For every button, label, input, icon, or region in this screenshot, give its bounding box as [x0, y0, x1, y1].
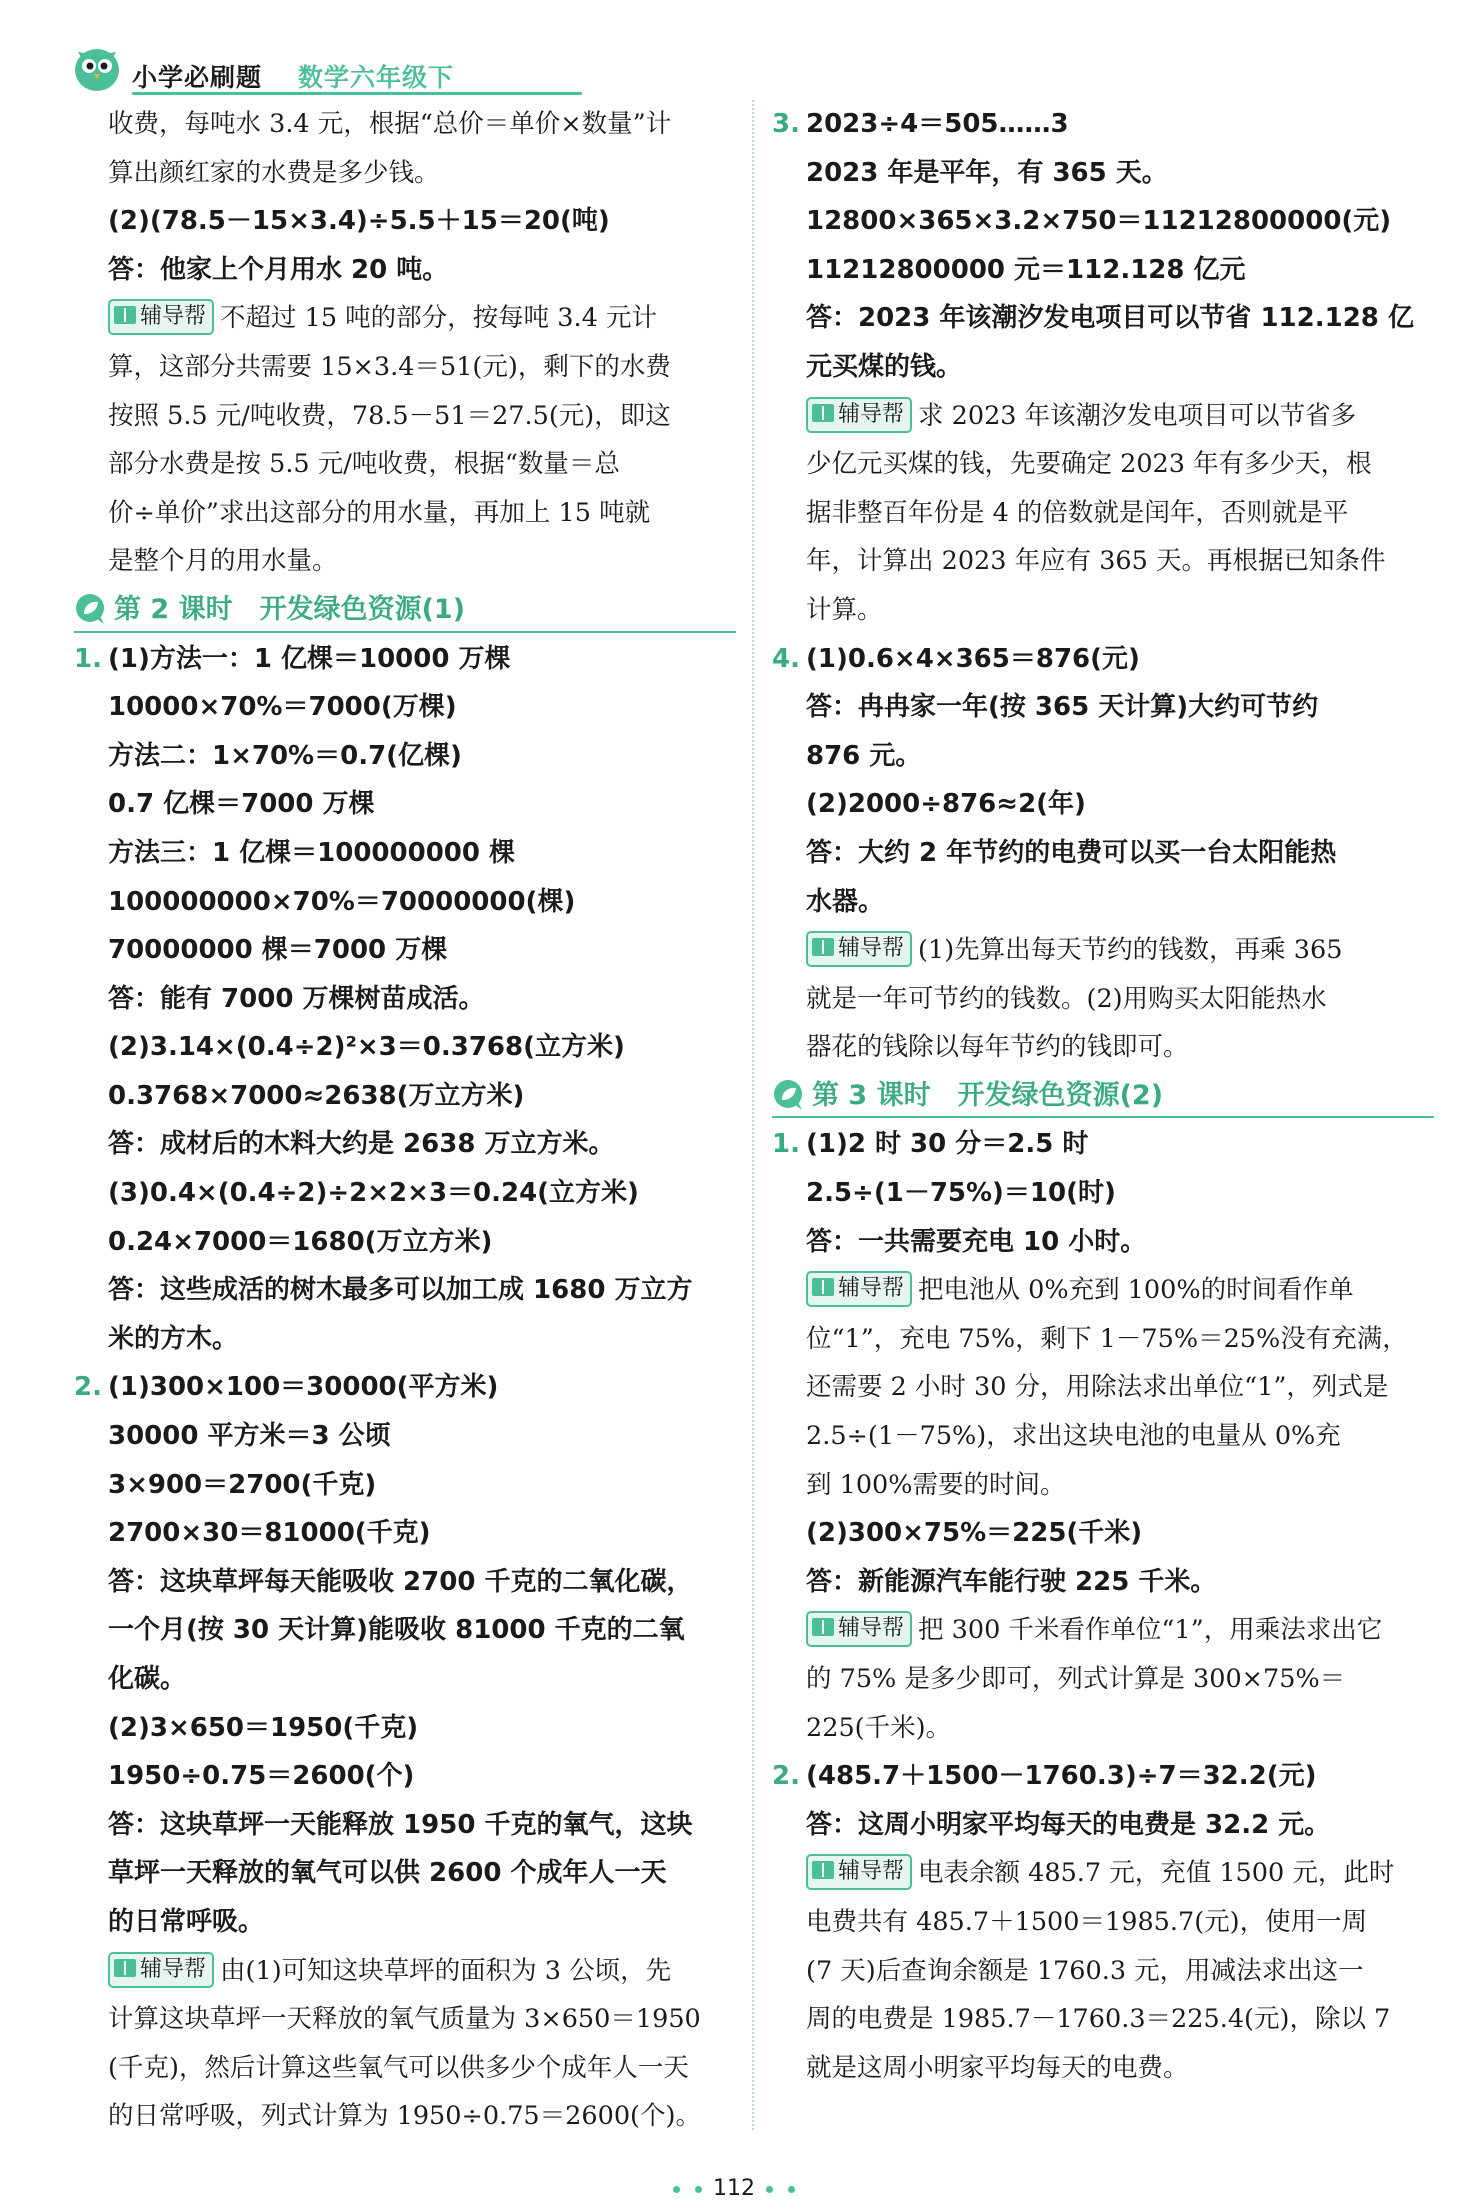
line-text: 化碳。: [108, 1664, 187, 1694]
tutor-help-badge: [806, 1271, 912, 1307]
line-text: 方法二：1×70%＝0.7(亿棵): [108, 740, 462, 771]
line-text: 收费，每吨水 3.4 元，根据“总价＝单价×数量”计: [108, 109, 672, 139]
answer-line: [772, 1169, 1434, 1218]
question-number: 3.: [772, 109, 800, 139]
answer-line: [74, 1023, 736, 1072]
book-icon: [812, 938, 834, 956]
line-text: 据非整百年份是 4 的倍数就是闰年，否则就是平: [806, 497, 1349, 528]
answer-line: [772, 780, 1434, 829]
line-text: 的日常呼吸。: [108, 1906, 265, 1937]
answer-line: [74, 975, 736, 1024]
line-text: 计算这块草坪一天释放的氧气质量为 3×650＝1950: [108, 2004, 701, 2035]
question-line: [772, 1120, 1434, 1169]
tutor-help-label: 辅导帮: [838, 401, 905, 427]
line-text: 把 300 千米看作单位“1”，用乘法求出它: [918, 1615, 1383, 1646]
explanation-line: [772, 1995, 1434, 2044]
tutor-help-label: 辅导帮: [140, 304, 207, 330]
explanation-line: [772, 537, 1434, 586]
answer-line: [74, 1072, 736, 1121]
section-title: 第 2 课时 开发绿色资源(1): [114, 593, 466, 625]
section-title: 第 3 课时 开发绿色资源(2): [812, 1079, 1164, 1111]
answer-line: [74, 683, 736, 732]
explanation-line: [772, 489, 1434, 538]
line-text: 器花的钱除以每年节约的钱即可。: [806, 1032, 1189, 1063]
line-text: 就是一年可节约的钱数。(2)用购买太阳能热水: [806, 983, 1327, 1014]
line-text: 答：他家上个月用水 20 吨。: [108, 254, 449, 285]
line-text: 求 2023 年该潮汐发电项目可以节省多: [918, 400, 1357, 431]
tutor-help-label: 辅导帮: [838, 1859, 905, 1885]
line-text: 价÷单价”求出这部分的用水量，再加上 15 吨就: [108, 497, 651, 528]
line-text: (1)方法一：1 亿棵＝10000 万棵: [108, 643, 511, 674]
line-text: 225(千米)。: [806, 1712, 952, 1743]
explanation-line: [74, 343, 736, 392]
answer-line: [74, 1218, 736, 1267]
right-column: [772, 100, 1434, 2092]
line-text: 2023 年是平年，有 365 天。: [806, 157, 1168, 188]
line-text: 元买煤的钱。: [806, 351, 963, 382]
question-number: 2.: [772, 1761, 800, 1792]
line-text: 计算。: [806, 594, 883, 625]
section-heading: [74, 586, 736, 635]
question-line: [772, 100, 1434, 149]
explanation-line: [772, 1412, 1434, 1461]
explanation-line: [74, 537, 736, 586]
line-text: 按照 5.5 元/吨收费，78.5－51＝27.5(元)，即这: [108, 400, 671, 431]
question-line: [772, 1752, 1434, 1801]
answer-line: [74, 1655, 736, 1704]
line-text: 电费共有 485.7＋1500＝1985.7(元)，使用一周: [806, 1906, 1368, 1937]
leaf-bubble-icon: [772, 1078, 806, 1112]
section-rule: [772, 1116, 1434, 1118]
answer-line: [772, 878, 1434, 927]
answer-line: [74, 926, 736, 975]
line-text: 答：这些成活的树木最多可以加工成 1680 万立方: [108, 1275, 693, 1306]
tutor-help-badge: [806, 1611, 912, 1647]
footer-dot-icon: [788, 2186, 795, 2193]
tutor-help-line: [74, 294, 736, 343]
line-text: 不超过 15 吨的部分，按每吨 3.4 元计: [220, 303, 657, 334]
explanation-line: [772, 1947, 1434, 1996]
line-text: (2)300×75%＝225(千米): [806, 1518, 1143, 1549]
line-text: 11212800000 元＝112.128 亿元: [806, 254, 1246, 285]
question-line: [772, 635, 1434, 684]
line-text: 部分水费是按 5.5 元/吨收费，根据“数量＝总: [108, 449, 620, 480]
section-heading: [772, 1072, 1434, 1121]
footer-dot-icon: [673, 2186, 680, 2193]
line-text: 的日常呼吸，列式计算为 1950÷0.75＝2600(个)。: [108, 2101, 701, 2132]
answer-line: [74, 1120, 736, 1169]
line-text: (7 天)后查询余额是 1760.3 元，用减法求出这一: [806, 1955, 1364, 1986]
question-line: [74, 1363, 736, 1412]
answer-line: [74, 1606, 736, 1655]
answer-line: [74, 829, 736, 878]
answer-line: [74, 878, 736, 927]
section-rule: [74, 631, 736, 633]
line-text: 3×900＝2700(千克): [108, 1469, 377, 1500]
header-rule: [132, 92, 582, 95]
line-text: (485.7＋1500－1760.3)÷7＝32.2(元): [806, 1761, 1317, 1792]
line-text: 方法三：1 亿棵＝100000000 棵: [108, 837, 516, 868]
answer-line: [772, 732, 1434, 781]
explanation-line: [772, 1315, 1434, 1364]
line-text: (2)2000÷876≈2(年): [806, 789, 1086, 820]
line-text: 电表余额 485.7 元，充值 1500 元，此时: [918, 1858, 1395, 1889]
answer-line: [74, 1509, 736, 1558]
line-text: (1)300×100＝30000(平方米): [108, 1372, 499, 1403]
tutor-help-line: [74, 1947, 736, 1996]
line-text: 0.3768×7000≈2638(万立方米): [108, 1080, 525, 1111]
answer-line: [772, 246, 1434, 295]
line-text: (千克)，然后计算这些氧气可以供多少个成年人一天: [108, 2052, 689, 2083]
line-text: 把电池从 0%充到 100%的时间看作单: [918, 1275, 1354, 1306]
explanation-line: [772, 1461, 1434, 1510]
tutor-help-line: [772, 1606, 1434, 1655]
explanation-line: [772, 975, 1434, 1024]
tutor-help-label: 辅导帮: [838, 936, 905, 962]
answer-line: [772, 1558, 1434, 1607]
line-text: 答：一共需要充电 10 小时。: [806, 1226, 1147, 1257]
answer-line: [772, 829, 1434, 878]
line-text: 2.5÷(1－75%)＝10(时): [806, 1178, 1116, 1209]
line-text: 答：这周小明家平均每天的电费是 32.2 元。: [806, 1809, 1331, 1840]
explanation-line: [74, 1995, 736, 2044]
footer-dot-icon: [695, 2186, 702, 2193]
line-text: 70000000 棵＝7000 万棵: [108, 935, 448, 966]
book-icon: [812, 1618, 834, 1636]
answer-line: [74, 197, 736, 246]
explanation-line: [772, 586, 1434, 635]
explanation-line: [772, 2044, 1434, 2093]
explanation-line: [74, 392, 736, 441]
line-text: 是整个月的用水量。: [108, 546, 338, 577]
line-text: 12800×365×3.2×750＝11212800000(元): [806, 206, 1392, 237]
line-text: 0.7 亿棵＝7000 万棵: [108, 789, 375, 820]
book-icon: [812, 1278, 834, 1296]
question-number: 2.: [74, 1372, 102, 1403]
question-line: [74, 635, 736, 684]
answer-line: [74, 1849, 736, 1898]
line-text: 少亿元买煤的钱，先要确定 2023 年有多少天，根: [806, 449, 1372, 480]
column-divider: [752, 100, 754, 2130]
tutor-help-label: 辅导帮: [140, 1956, 207, 1982]
line-text: 30000 平方米＝3 公顷: [108, 1421, 391, 1452]
line-text: 答：新能源汽车能行驶 225 千米。: [806, 1566, 1217, 1597]
line-text: 草坪一天释放的氧气可以供 2600 个成年人一天: [108, 1858, 667, 1889]
line-text: 2.5÷(1－75%)，求出这块电池的电量从 0%充: [806, 1421, 1341, 1452]
explanation-line: [772, 1898, 1434, 1947]
leaf-bubble-icon: [74, 592, 108, 626]
tutor-help-badge: [806, 931, 912, 967]
line-text: 的 75% 是多少即可，列式计算是 300×75%＝: [806, 1664, 1346, 1694]
tutor-help-label: 辅导帮: [838, 1616, 905, 1642]
line-text: 0.24×7000＝1680(万立方米): [108, 1226, 493, 1257]
answer-line: [74, 1898, 736, 1947]
owl-mascot-icon: [70, 38, 124, 94]
line-text: 一个月(按 30 天计算)能吸收 81000 千克的二氧: [108, 1615, 685, 1646]
answer-line: [74, 1266, 736, 1315]
line-text: (1)先算出每天节约的钱数，再乘 365: [918, 935, 1343, 966]
question-number: 4.: [772, 643, 800, 674]
answer-line: [772, 343, 1434, 392]
page-number: 112: [713, 2176, 755, 2201]
explanation-line: [772, 1704, 1434, 1753]
explanation-line: [772, 1655, 1434, 1704]
page-header: [70, 38, 770, 94]
line-text: 答：冉冉家一年(按 365 天计算)大约可节约: [806, 692, 1319, 723]
explanation-line: [74, 2092, 736, 2141]
answer-line: [772, 294, 1434, 343]
explanation-line: [74, 440, 736, 489]
answer-line: [772, 197, 1434, 246]
tutor-help-label: 辅导帮: [838, 1276, 905, 1302]
tutor-help-line: [772, 392, 1434, 441]
line-text: 还需要 2 小时 30 分，用除法求出单位“1”，列式是: [806, 1372, 1389, 1403]
answer-line: [772, 683, 1434, 732]
line-text: 答：这块草坪每天能吸收 2700 千克的二氧化碳，: [108, 1566, 693, 1597]
book-icon: [114, 1959, 136, 1977]
line-text: 答：能有 7000 万棵树苗成活。: [108, 983, 485, 1014]
explanation-line: [772, 1363, 1434, 1412]
explanation-line: [772, 440, 1434, 489]
answer-line: [772, 1218, 1434, 1267]
line-text: 米的方木。: [108, 1323, 239, 1354]
tutor-help-line: [772, 1266, 1434, 1315]
answer-line: [74, 1169, 736, 1218]
tutor-help-badge: [108, 299, 214, 335]
line-text: 到 100%需要的时间。: [806, 1469, 1066, 1500]
tutor-help-line: [772, 1849, 1434, 1898]
book-icon: [812, 404, 834, 422]
answer-line: [74, 1412, 736, 1461]
line-text: (2)(78.5－15×3.4)÷5.5＋15＝20(吨): [108, 206, 610, 237]
line-text: 答：大约 2 年节约的电费可以买一台太阳能热: [806, 837, 1337, 868]
line-text: 答：成材后的木料大约是 2638 万立方米。: [108, 1129, 615, 1160]
line-text: (2)3×650＝1950(千克): [108, 1712, 419, 1743]
line-text: 100000000×70%＝70000000(棵): [108, 886, 576, 917]
answer-line: [74, 1704, 736, 1753]
line-text: 年，计算出 2023 年应有 365 天。再根据已知条件: [806, 546, 1386, 577]
answer-line: [74, 1801, 736, 1850]
explanation-line: [74, 100, 736, 149]
page-footer: [0, 2176, 1468, 2201]
line-text: 位“1”，充电 75%，剩下 1－75%＝25%没有充满，: [806, 1323, 1408, 1354]
line-text: 就是这周小明家平均每天的电费。: [806, 2052, 1189, 2083]
line-text: 2700×30＝81000(千克): [108, 1518, 431, 1549]
explanation-line: [74, 489, 736, 538]
line-text: 10000×70%＝7000(万棵): [108, 692, 457, 723]
tutor-help-badge: [806, 397, 912, 433]
explanation-line: [74, 2044, 736, 2093]
answer-line: [74, 780, 736, 829]
line-text: 答：2023 年该潮汐发电项目可以节省 112.128 亿: [806, 303, 1414, 334]
answer-line: [74, 1315, 736, 1364]
explanation-line: [74, 149, 736, 198]
line-text: 答：这块草坪一天能释放 1950 千克的氧气，这块: [108, 1809, 693, 1840]
brand-title: 小学必刷题: [132, 63, 263, 92]
line-text: (3)0.4×(0.4÷2)÷2×2×3＝0.24(立方米): [108, 1178, 639, 1209]
line-text: 算出颜红家的水费是多少钱。: [108, 157, 440, 188]
line-text: 水器。: [806, 886, 885, 917]
tutor-help-badge: [806, 1854, 912, 1890]
answer-line: [74, 1558, 736, 1607]
answer-line: [772, 1801, 1434, 1850]
line-text: 1950÷0.75＝2600(个): [108, 1761, 415, 1792]
footer-dot-icon: [766, 2186, 773, 2193]
tutor-help-badge: [108, 1952, 214, 1988]
line-text: 由(1)可知这块草坪的面积为 3 公顷，先: [220, 1955, 672, 1986]
answer-line: [74, 1461, 736, 1510]
question-number: 1.: [74, 643, 102, 674]
book-icon: [114, 306, 136, 324]
explanation-line: [772, 1023, 1434, 1072]
answer-line: [772, 149, 1434, 198]
answer-line: [74, 732, 736, 781]
line-text: 876 元。: [806, 740, 922, 771]
answer-line: [74, 1752, 736, 1801]
question-number: 1.: [772, 1129, 800, 1160]
line-text: (2)3.14×(0.4÷2)²×3＝0.3768(立方米): [108, 1032, 625, 1063]
line-text: 算，这部分共需要 15×3.4＝51(元)，剩下的水费: [108, 351, 671, 382]
answer-line: [772, 1509, 1434, 1558]
book-icon: [812, 1861, 834, 1879]
line-text: 周的电费是 1985.7－1760.3＝225.4(元)，除以 7: [806, 2004, 1391, 2035]
tutor-help-line: [772, 926, 1434, 975]
line-text: (1)0.6×4×365＝876(元): [806, 643, 1140, 674]
answer-line: [74, 246, 736, 295]
left-column: [74, 100, 736, 2141]
line-text: (1)2 时 30 分＝2.5 时: [806, 1129, 1089, 1160]
subject-title: 数学六年级下: [298, 63, 455, 92]
line-text: 2023÷4＝505……3: [806, 109, 1069, 139]
